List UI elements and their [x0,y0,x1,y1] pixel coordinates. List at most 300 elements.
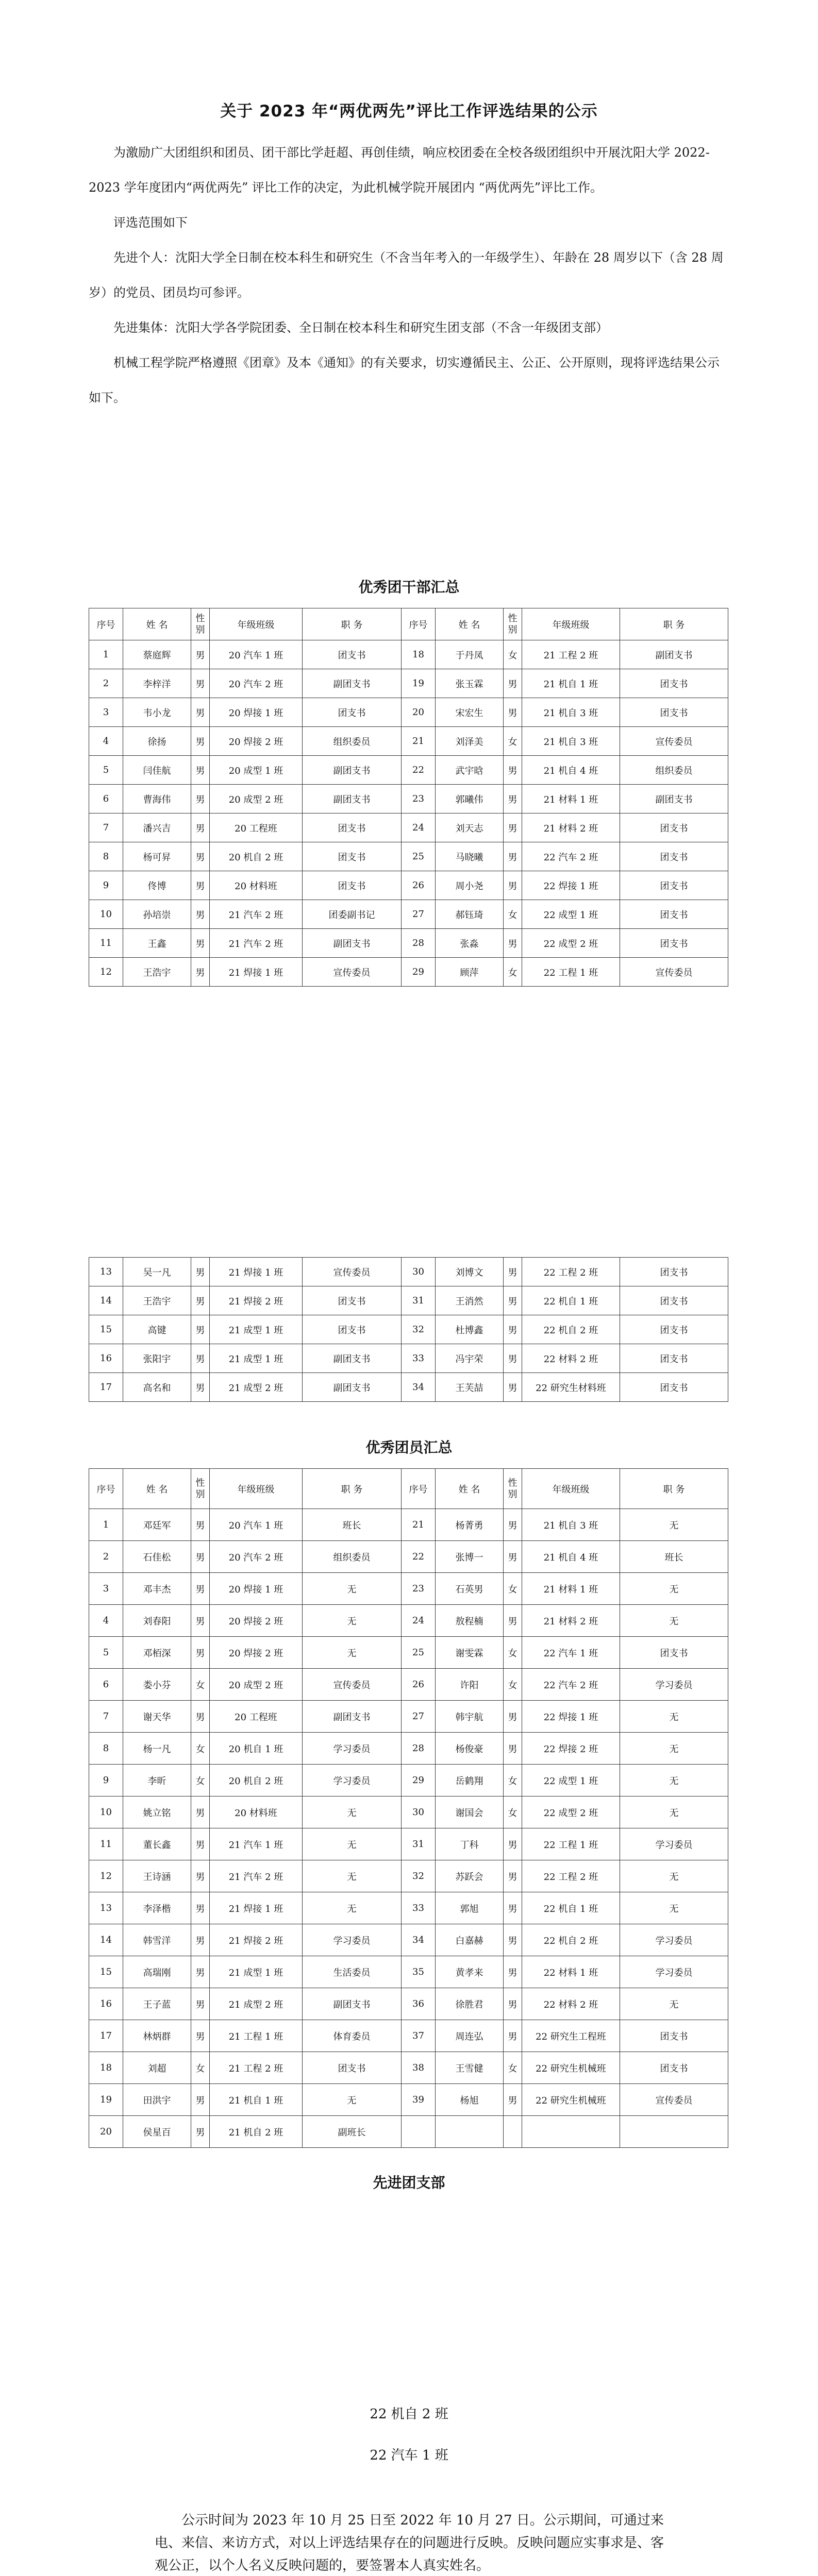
table-row [89,814,728,842]
table-cell: 21 成型 1 班 [210,1315,303,1344]
table-cell: 宣传委员 [303,1258,402,1286]
table-cell: 18 [402,640,436,669]
table-cell: 学习委员 [620,1956,728,1988]
table-cell: 张玉霖 [436,669,504,698]
table-cell: 团支书 [620,2052,728,2084]
table-row [89,1286,728,1315]
table-cell: 团支书 [303,1315,402,1344]
table-cell: 刘博文 [436,1258,504,1286]
table-cell: 4 [89,1605,123,1637]
table-cell: 团支书 [620,842,728,871]
table-cell: 男 [504,1733,522,1765]
table-cell: 男 [504,814,522,842]
column-header: 姓 名 [436,608,504,640]
table-cell: 体育委员 [303,2020,402,2052]
table-cell: 11 [89,1828,123,1860]
table-cell: 男 [504,929,522,958]
table-cell: 21 机自 1 班 [210,2084,303,2116]
table-cell: 副团支书 [303,1701,402,1733]
table-cell: 王子蓝 [123,1988,191,2020]
table-cell: 团支书 [303,842,402,871]
table-row [89,2052,728,2084]
table-cell: 谢雯霖 [436,1637,504,1669]
table-cell: 高瑞刚 [123,1956,191,1988]
table-cell: 张淼 [436,929,504,958]
table-cell: 武宇晗 [436,756,504,785]
table-cell: 顾萍 [436,958,504,987]
table-cell: 22 材料 2 班 [522,1988,620,2020]
table-cell: 宋宏生 [436,698,504,727]
table-cell: 17 [89,2020,123,2052]
table-cell: 34 [402,1373,436,1402]
table-cell: 12 [89,958,123,987]
cadre-table-header [89,608,728,640]
table-cell: 20 焊接 2 班 [210,727,303,756]
table-row [89,1765,728,1797]
table-cell: 15 [89,1315,123,1344]
table-cell: 21 机自 1 班 [522,669,620,698]
table-cell: 22 机自 1 班 [522,1892,620,1924]
table-cell: 无 [303,2084,402,2116]
column-header: 职 务 [303,1469,402,1509]
table-cell [504,2116,522,2148]
table-cell: 团支书 [303,814,402,842]
table-cell: 男 [504,1541,522,1573]
table-cell: 20 工程班 [210,1701,303,1733]
table-cell: 杨旭 [436,2084,504,2116]
table-cell: 10 [89,900,123,929]
table-cell: 组织委员 [303,1541,402,1573]
table-cell: 姚立铭 [123,1797,191,1828]
table-cell: 3 [89,698,123,727]
table-cell: 男 [504,2084,522,2116]
table-cell: 田洪宇 [123,2084,191,2116]
table-cell: 曹海伟 [123,785,191,814]
table-cell: 20 机自 2 班 [210,1765,303,1797]
table-cell: 21 汽车 2 班 [210,929,303,958]
table-cell: 无 [303,1860,402,1892]
table-cell: 20 机自 1 班 [210,1733,303,1765]
table-cell: 李梓洋 [123,669,191,698]
table-cell: 副团支书 [303,669,402,698]
table-cell: 22 汽车 2 班 [522,842,620,871]
table-cell: 高键 [123,1315,191,1344]
table-cell: 20 焊接 1 班 [210,698,303,727]
table-cell: 丁科 [436,1828,504,1860]
table-cell: 团支书 [303,871,402,900]
table-cell: 邓廷军 [123,1509,191,1541]
table-cell: 女 [191,1669,210,1701]
table-cell: 女 [504,2052,522,2084]
table-cell: 21 工程 1 班 [210,2020,303,2052]
table-cell: 21 机自 3 班 [522,1509,620,1541]
table-cell: 团支书 [620,1315,728,1344]
table-row [89,1860,728,1892]
intro-section [89,135,728,415]
table-cell: 杜博鑫 [436,1315,504,1344]
table-cell: 班长 [303,1509,402,1541]
table-cell: 22 研究生材料班 [522,1373,620,1402]
table-cell: 男 [504,698,522,727]
advanced-collective-paragraph: 先进集体：沈阳大学各学院团委、全日制在校本科生和研究生团支部（不含一年级团支部） [113,320,608,335]
table-cell: 16 [89,1344,123,1373]
table-cell: 20 成型 2 班 [210,1669,303,1701]
column-header: 姓 名 [436,1469,504,1509]
table-cell: 男 [191,2084,210,2116]
column-header: 职 务 [620,1469,728,1509]
table-cell: 男 [191,2116,210,2148]
table-row [89,1797,728,1828]
table-cell: 20 [89,2116,123,2148]
table-cell: 郭曦伟 [436,785,504,814]
table-cell: 副团支书 [303,929,402,958]
table-cell: 男 [191,698,210,727]
table-cell: 20 材料班 [210,1797,303,1828]
table-cell: 女 [504,1669,522,1701]
table-cell: 团支书 [620,1637,728,1669]
table-cell: 男 [191,640,210,669]
table-cell: 男 [504,1315,522,1344]
table-cell: 郭旭 [436,1892,504,1924]
table-cell: 男 [504,1860,522,1892]
table-cell: 团支书 [620,2020,728,2052]
table-cell [436,2116,504,2148]
table-cell: 团支书 [620,814,728,842]
table-row [89,1344,728,1373]
table-cell: 团支书 [303,2052,402,2084]
table-cell: 男 [191,814,210,842]
table-cell: 14 [89,1286,123,1315]
table-cell: 25 [402,1637,436,1669]
table-cell: 男 [504,669,522,698]
table-cell: 22 [402,756,436,785]
table-cell: 22 [402,1541,436,1573]
table-row [89,2020,728,2052]
table-cell: 6 [89,785,123,814]
column-header: 性别 [191,608,210,640]
member-table [89,1468,728,2148]
table-cell: 无 [303,1573,402,1605]
table-cell: 20 汽车 2 班 [210,669,303,698]
table-cell: 刘超 [123,2052,191,2084]
cadre-table-title: 优秀团干部汇总 [358,579,460,596]
table-cell: 男 [191,1373,210,1402]
announcement-paragraph: 机械工程学院严格遵照《团章》及本《通知》的有关要求，切实遵循民主、公正、公开原则，现将评选结果公示如下。 [89,355,720,405]
table-cell: 无 [303,1605,402,1637]
column-header: 姓 名 [123,1469,191,1509]
table-cell: 黄孝来 [436,1956,504,1988]
table-row [89,900,728,929]
table-cell: 22 焊接 1 班 [522,871,620,900]
table-cell: 邓丰杰 [123,1573,191,1605]
table-cell: 男 [191,1956,210,1988]
table-row [89,698,728,727]
table-cell: 13 [89,1892,123,1924]
table-cell: 团支书 [620,1373,728,1402]
table-cell: 男 [191,2020,210,2052]
table-cell: 吴一凡 [123,1258,191,1286]
table-cell: 31 [402,1828,436,1860]
table-cell: 邓栢深 [123,1637,191,1669]
table-cell: 副团支书 [303,756,402,785]
table-cell: 9 [89,1765,123,1797]
table-cell: 男 [504,1828,522,1860]
table-cell: 38 [402,2052,436,2084]
table-cell: 21 机自 4 班 [522,756,620,785]
table-cell: 33 [402,1892,436,1924]
table-cell: 男 [504,1924,522,1956]
table-cell: 36 [402,1988,436,2020]
table-cell: 18 [89,2052,123,2084]
table-cell: 谢国会 [436,1797,504,1828]
table-row [89,756,728,785]
table-cell: 22 成型 1 班 [522,900,620,929]
table-cell: 7 [89,814,123,842]
table-cell: 宣传委员 [620,727,728,756]
table-cell: 20 成型 2 班 [210,785,303,814]
table-cell: 王芙喆 [436,1373,504,1402]
table-row [89,1258,728,1286]
column-header: 性别 [504,1469,522,1509]
table-cell: 24 [402,1605,436,1637]
table-row [89,1315,728,1344]
table-row [89,958,728,987]
table-cell: 5 [89,1637,123,1669]
advanced-individual-paragraph: 先进个人：沈阳大学全日制在校本科生和研究生（不含当年考入的一年级学生）、年龄在 28 周岁以下（含 28 周岁）的党员、团员均可参评。 [89,250,724,300]
table-cell: 岳鹤翔 [436,1765,504,1797]
table-cell: 男 [191,1988,210,2020]
table-cell: 组织委员 [303,727,402,756]
table-cell: 男 [504,1373,522,1402]
table-cell: 20 机自 2 班 [210,842,303,871]
table-cell: 学习委员 [303,1733,402,1765]
table-cell: 男 [191,1892,210,1924]
table-cell: 26 [402,871,436,900]
table-row [89,1605,728,1637]
document-title: 关于 2023 年“两优两先”评比工作评选结果的公示 [220,102,598,121]
table-row [89,1892,728,1924]
table-cell: 徐扬 [123,727,191,756]
table-cell: 28 [402,929,436,958]
table-cell: 20 汽车 1 班 [210,1509,303,1541]
table-cell: 32 [402,1315,436,1344]
table-cell: 男 [191,929,210,958]
table-cell: 谢天华 [123,1701,191,1733]
table-cell: 22 研究生机械班 [522,2052,620,2084]
table-cell: 21 汽车 1 班 [210,1828,303,1860]
table-cell: 女 [504,1797,522,1828]
table-row [89,1637,728,1669]
table-cell: 生活委员 [303,1956,402,1988]
table-cell: 1 [89,640,123,669]
column-header: 年级班级 [522,1469,620,1509]
table-cell: 男 [504,1605,522,1637]
table-cell: 蔡庭辉 [123,640,191,669]
table-row [89,640,728,669]
table-cell: 21 成型 2 班 [210,1988,303,2020]
table-cell: 男 [504,1701,522,1733]
table-cell: 韩雪洋 [123,1924,191,1956]
member-table-header [89,1469,728,1509]
branch-title: 先进团支部 [373,2174,445,2191]
table-cell: 28 [402,1733,436,1765]
table-cell: 团委副书记 [303,900,402,929]
table-cell: 31 [402,1286,436,1315]
table-cell: 副团支书 [303,1373,402,1402]
table-cell: 21 焊接 1 班 [210,1258,303,1286]
table-cell: 董长鑫 [123,1828,191,1860]
table-cell [402,2116,436,2148]
table-cell: 30 [402,1797,436,1828]
table-cell: 杨俊豪 [436,1733,504,1765]
table-cell: 22 汽车 1 班 [522,1637,620,1669]
table-row [89,871,728,900]
table-cell: 男 [504,756,522,785]
table-cell: 宣传委员 [303,1669,402,1701]
table-cell: 张阳宇 [123,1344,191,1373]
table-cell: 22 机自 1 班 [522,1286,620,1315]
branch-item: 22 汽车 1 班 [370,2448,448,2463]
table-cell: 韦小龙 [123,698,191,727]
member-table-title: 优秀团员汇总 [365,1439,453,1456]
column-header: 职 务 [303,608,402,640]
table-cell: 女 [191,1733,210,1765]
table-cell: 8 [89,842,123,871]
table-cell: 男 [504,1509,522,1541]
table-row [89,669,728,698]
table-cell: 无 [620,1860,728,1892]
table-cell: 组织委员 [620,756,728,785]
table-cell: 26 [402,1669,436,1701]
cadre-table-continued [89,1257,728,1402]
table-cell: 男 [504,871,522,900]
table-cell: 男 [191,1701,210,1733]
table-cell: 学习委员 [620,1669,728,1701]
table-cell: 学习委员 [620,1828,728,1860]
table-cell: 21 焊接 1 班 [210,958,303,987]
table-cell: 无 [303,1892,402,1924]
table-cell: 20 焊接 2 班 [210,1605,303,1637]
table-cell: 许阳 [436,1669,504,1701]
column-header: 序号 [89,608,123,640]
table-cell: 周连弘 [436,2020,504,2052]
table-cell: 女 [191,1765,210,1797]
table-cell: 22 研究生机械班 [522,2084,620,2116]
table-cell: 10 [89,1797,123,1828]
table-cell: 无 [620,1573,728,1605]
table-cell: 团支书 [620,669,728,698]
table-cell: 29 [402,1765,436,1797]
cadre-table [89,608,728,987]
table-cell: 21 材料 2 班 [522,1605,620,1637]
table-cell: 男 [504,1956,522,1988]
table-cell: 21 焊接 1 班 [210,1892,303,1924]
table-cell: 21 成型 1 班 [210,1344,303,1373]
table-cell: 25 [402,842,436,871]
table-cell: 9 [89,871,123,900]
table-cell: 杨可昇 [123,842,191,871]
table-cell: 20 材料班 [210,871,303,900]
table-cell: 19 [89,2084,123,2116]
table-row [89,785,728,814]
table-cell: 敖程楠 [436,1605,504,1637]
table-cell: 男 [191,1509,210,1541]
table-cell: 团支书 [620,900,728,929]
table-cell: 副团支书 [303,1988,402,2020]
branch-item: 22 机自 2 班 [370,2406,448,2422]
table-cell: 宣传委员 [303,958,402,987]
table-cell: 21 材料 1 班 [522,1573,620,1605]
table-cell: 娄小芬 [123,1669,191,1701]
table-cell: 男 [504,2020,522,2052]
table-cell: 男 [191,1541,210,1573]
table-cell: 男 [504,842,522,871]
table-cell: 21 汽车 2 班 [210,1860,303,1892]
table-cell: 李泽楷 [123,1892,191,1924]
table-cell: 16 [89,1988,123,2020]
table-cell [620,2116,728,2148]
table-cell: 20 成型 1 班 [210,756,303,785]
table-cell: 无 [620,1733,728,1765]
table-cell: 20 焊接 2 班 [210,1637,303,1669]
table-cell: 男 [504,1344,522,1373]
table-cell: 女 [504,1765,522,1797]
table-cell: 27 [402,900,436,929]
table-cell: 22 成型 1 班 [522,1765,620,1797]
table-row [89,1701,728,1733]
table-cell: 37 [402,2020,436,2052]
table-cell: 15 [89,1956,123,1988]
table-cell: 男 [191,1258,210,1286]
table-cell: 白嘉赫 [436,1924,504,1956]
table-cell: 13 [89,1258,123,1286]
table-cell: 副班长 [303,2116,402,2148]
table-cell: 副团支书 [620,640,728,669]
table-cell: 闫佳航 [123,756,191,785]
table-cell: 无 [620,1797,728,1828]
table-cell: 于丹凤 [436,640,504,669]
table-cell: 女 [504,640,522,669]
table-cell: 团支书 [303,698,402,727]
table-cell: 21 机自 2 班 [210,2116,303,2148]
table-row [89,842,728,871]
table-cell: 郝钰琦 [436,900,504,929]
table-cell: 21 机自 3 班 [522,727,620,756]
table-cell: 冯宇荣 [436,1344,504,1373]
table-cell: 男 [191,785,210,814]
table-cell: 石佳松 [123,1541,191,1573]
table-row [89,929,728,958]
table-cell: 孙培崇 [123,900,191,929]
table-cell: 林炳群 [123,2020,191,2052]
table-cell: 男 [191,1797,210,1828]
table-row [89,1541,728,1573]
table-cell: 张博一 [436,1541,504,1573]
table-cell: 高名和 [123,1373,191,1402]
table-cell [522,2116,620,2148]
table-cell: 女 [191,2052,210,2084]
table-cell: 王浩宇 [123,958,191,987]
table-cell: 5 [89,756,123,785]
table-cell: 21 焊接 2 班 [210,1286,303,1315]
scope-heading: 评选范围如下 [113,215,188,230]
table-row [89,1924,728,1956]
table-cell: 21 材料 1 班 [522,785,620,814]
table-cell: 23 [402,785,436,814]
table-cell: 2 [89,669,123,698]
table-cell: 22 焊接 2 班 [522,1733,620,1765]
table-cell: 21 [402,727,436,756]
